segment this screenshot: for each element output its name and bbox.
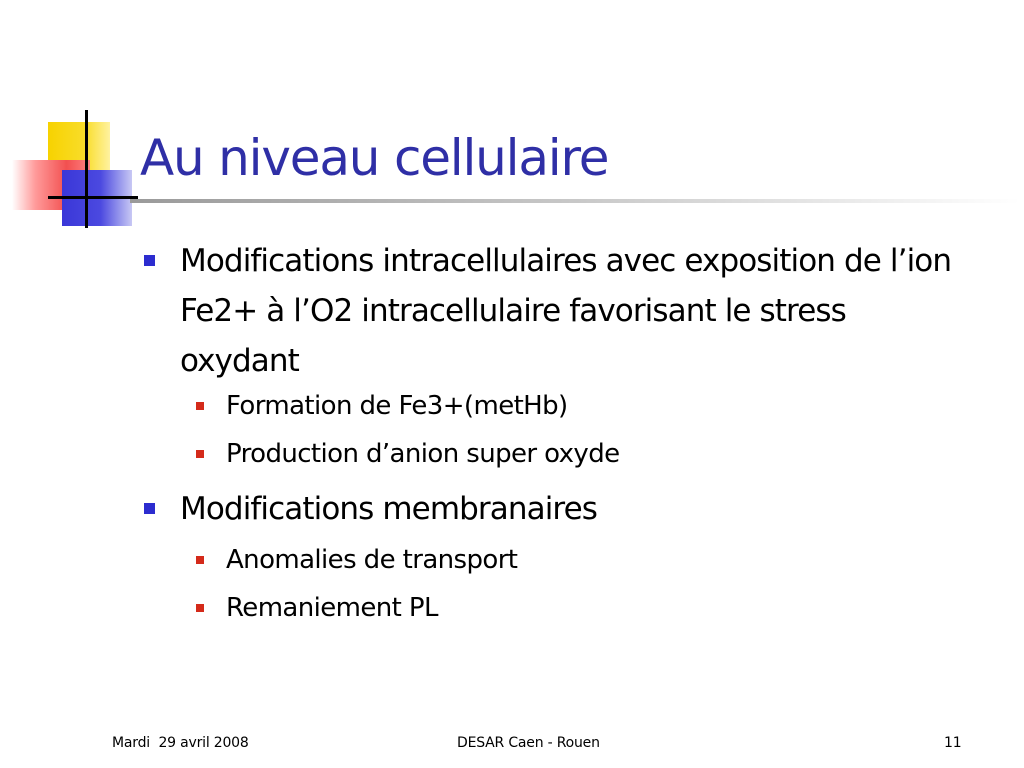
logo-vertical-line — [85, 110, 88, 228]
bullet-text: Modifications intracellulaires avec exposition de l’ion Fe2+ à l’O2 intracellulaire favorisant le stress oxydant — [180, 243, 952, 379]
bullet-text: Modifications membranaires — [180, 491, 597, 527]
sub-bullet-item — [226, 543, 966, 577]
square-bullet-icon — [196, 402, 204, 410]
footer-date: Mardi 29 avril 2008 — [112, 735, 249, 751]
footer-center-text: DESAR Caen - Rouen — [457, 735, 600, 751]
square-bullet-icon — [196, 556, 204, 564]
logo-squares — [0, 0, 150, 240]
sub-bullet-text: Production d’anion super oxyde — [226, 439, 620, 469]
square-bullet-icon — [144, 503, 155, 514]
slide-title: Au niveau cellulaire — [140, 129, 609, 187]
bullet-item — [180, 236, 970, 386]
sub-bullet-item — [226, 389, 966, 423]
logo-horizontal-line — [48, 196, 138, 199]
square-bullet-icon — [196, 450, 204, 458]
sub-bullet-item — [226, 437, 966, 471]
title-divider — [130, 199, 1020, 203]
sub-bullet-item — [226, 591, 966, 625]
square-bullet-icon — [144, 255, 155, 266]
square-bullet-icon — [196, 604, 204, 612]
slide-number: 11 — [944, 735, 962, 751]
sub-bullet-text: Anomalies de transport — [226, 545, 518, 575]
sub-bullet-text: Remaniement PL — [226, 593, 438, 623]
bullet-item — [180, 484, 970, 534]
sub-bullet-text: Formation de Fe3+(metHb) — [226, 391, 568, 421]
